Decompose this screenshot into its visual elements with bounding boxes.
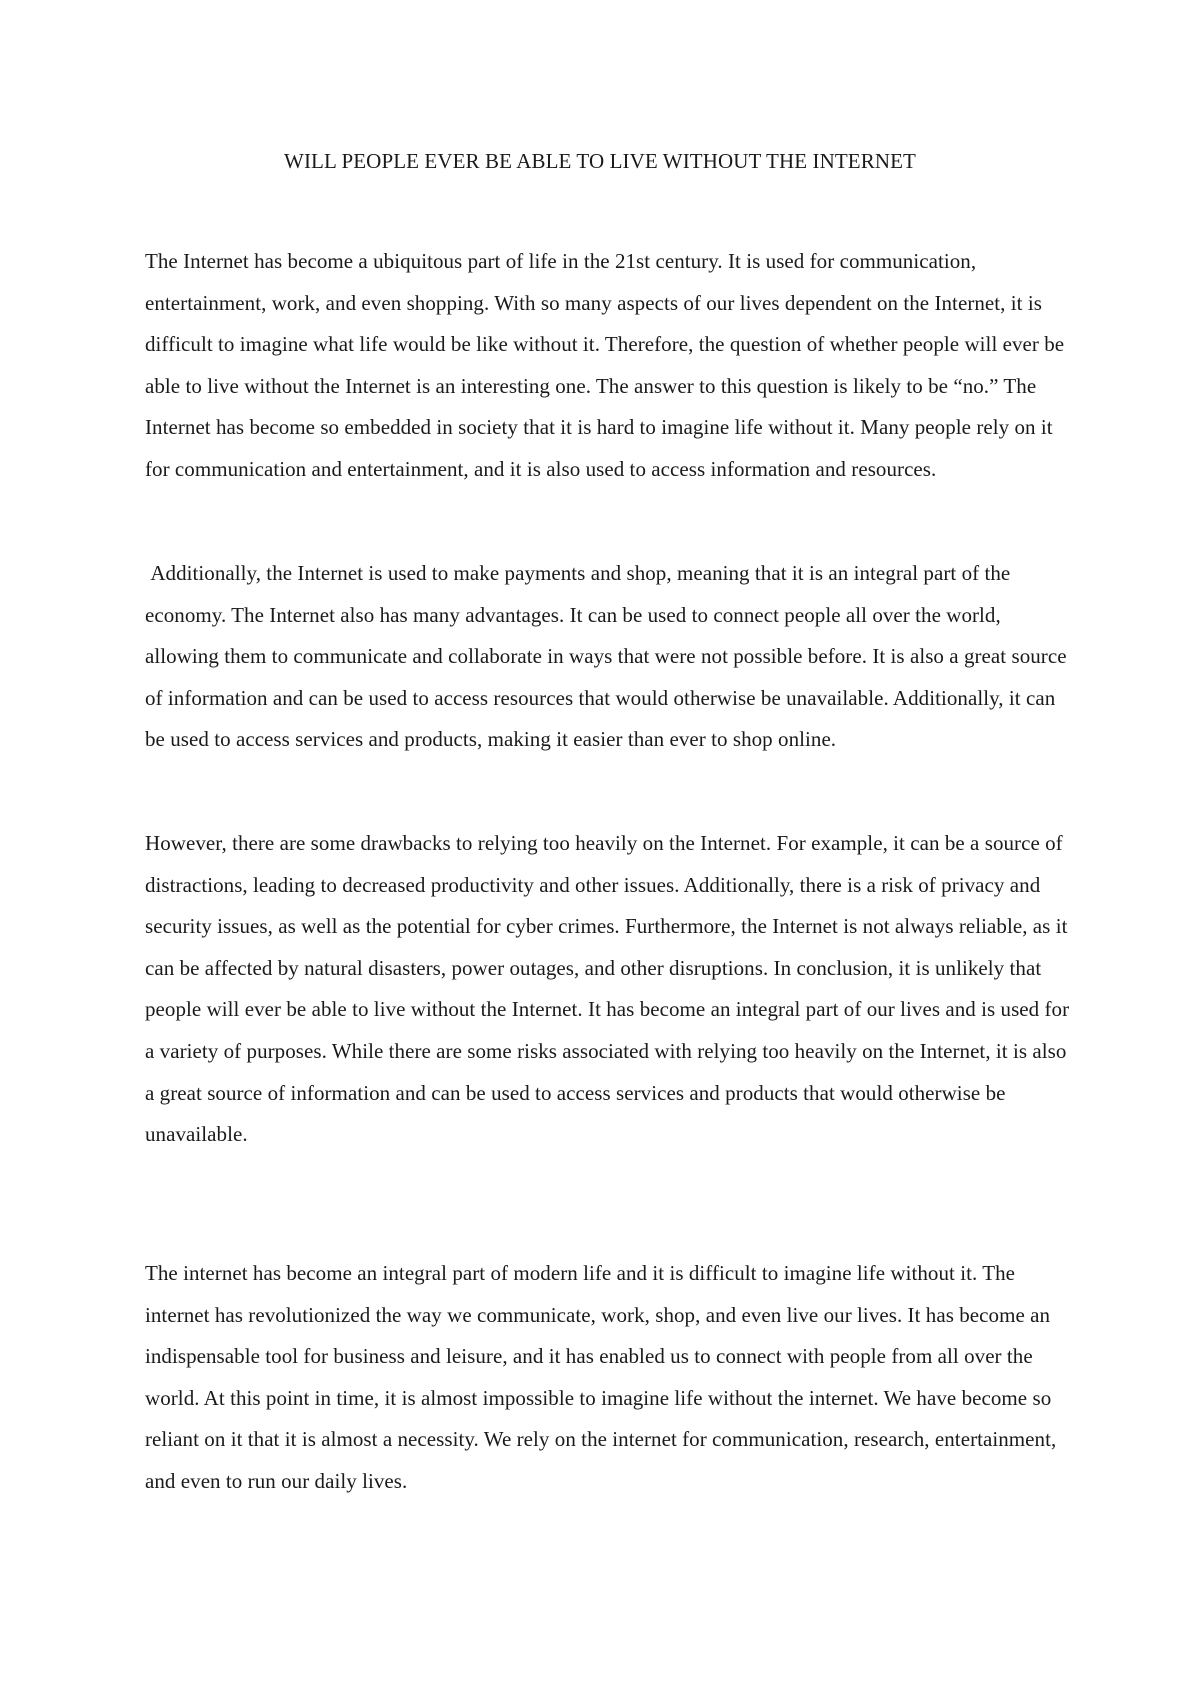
paragraph-1: The Internet has become a ubiquitous part of life in the 21st century. It is used for communication, entertainment, work, and even shopping. With so many aspects of our lives dependent on the Internet, it is difficult to imagine what life would be like without it. Therefore, the question of whether people will ever be able to live without the Internet is an interesting one. The answer to this question is likely to be “no.” The Internet has become so embedded in society that it is hard to imagine life without it. Many people rely on it for communication and entertainment, and it is also used to access information and resources. [145, 249, 1065, 481]
paragraph-3: However, there are some drawbacks to relying too heavily on the Internet. For example, it can be a source of distractions, leading to decreased productivity and other issues. Additionally, there is a risk of privacy and security issues, as well as the potential for cyber crimes. Furthermore, the Internet is not always reliable, as it can be affected by natural disasters, power outages, and other disruptions. In conclusion, it is unlikely that people will ever be able to live without the Internet. It has become an integral part of our lives and is used for a variety of purposes. While there are some risks associated with relying too heavily on the Internet, it is also a great source of information and can be used to access services and products that would otherwise be unavailable. [145, 831, 1070, 1147]
paragraph-2: Additionally, the Internet is used to make payments and shop, meaning that it is an integral part of the economy. The Internet also has many advantages. It can be used to connect people all over the world, allowing them to communicate and collaborate in ways that were not possible before. It is also a great source of information and can be used to access resources that would otherwise be unavailable. Additionally, it can be used to access services and products, making it easier than ever to shop online. [145, 561, 1072, 752]
document-title: WILL PEOPLE EVER BE ABLE TO LIVE WITHOUT THE INTERNET [284, 149, 916, 173]
paragraph-4: The internet has become an integral part of modern life and it is difficult to imagine life without it. The internet has revolutionized the way we communicate, work, shop, and even live our lives. It has become an indispensable tool for business and leisure, and it has enabled us to connect with people from all over the world. At this point in time, it is almost impossible to imagine life without the internet. We have become so reliant on it that it is almost a necessity. We rely on the internet for communication, research, entertainment, and even to run our daily lives. [145, 1261, 1057, 1493]
